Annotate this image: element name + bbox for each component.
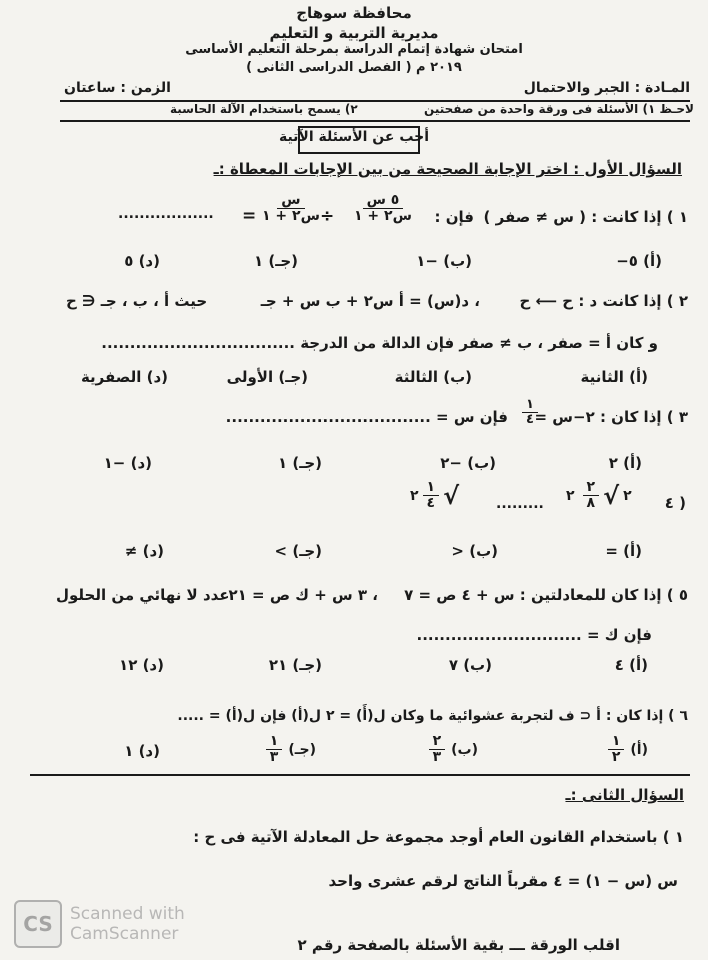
q1-p5-line2: فإن ك = ............................. [416,626,652,644]
footer-turn-page: اقلب الورقة ـــ بقية الأسئلة بالصفحة رقم ٢ [297,936,620,954]
instruction: أجب عن الأسئلة الآتية [278,129,430,145]
governorate: محافظة سوهاج [296,4,412,22]
q1-p4-option-d[interactable]: (د) ≠ [124,542,164,560]
q1-p2-option-c[interactable]: (جـ) الأولى [226,368,308,386]
q1-p1-fraction-2: $\frac{\text{س}}{\text{س٢ + ١}}$ [262,192,320,225]
note-1: لاحـظ ١) الأسئلة فى ورقة واحدة من صفحتين [424,102,694,116]
q1-p6-option-c[interactable]: (جـ) $\frac{١}{٣}$ [266,734,316,766]
q2-equation: س (س − ١) = ٤ مقرباً الناتج لرقم عشرى واحد [328,872,678,890]
q1-p4-right-expression: ٢ $\frac{١}{٤}$ √ [410,479,460,512]
q1-p2-option-b[interactable]: (ب) الثالثة [394,368,472,386]
q1-p4-option-c[interactable]: (جـ) > [274,542,322,560]
q1-p1-then: فإن : [434,208,474,226]
q1-p5-option-c[interactable]: (جـ) ٢١ [268,656,322,674]
q2-title: السؤال الثانى :ـ [565,786,684,804]
q1-p2-option-a[interactable]: (أ) الثانية [580,368,648,386]
watermark-line-1: Scanned with [70,904,185,924]
q1-p6-stem: ٦ ) إذا كان : أ ⊂ ف لتجربة عشوائية ما وكان ل(أَ) = ٢ ل(أ) فإن ل(أ) = ..... [177,708,688,724]
q1-p3-option-b[interactable]: (ب) −٢ [440,454,496,472]
camscanner-logo-icon: CS [14,900,62,948]
q1-p2-line1-a: ٢ ) إذا كانت د : ح ⟵ ح [519,292,688,310]
q1-p6-option-a[interactable]: (أ) $\frac{١}{٢}$ [608,734,648,766]
q1-p1-fraction-1: $\frac{\text{٥ س}}{\text{س٢ + ١}}$ [354,192,412,225]
q1-p1-option-a[interactable]: (أ) ٥− [616,252,662,270]
q1-p1-equals: = [242,206,257,226]
q1-p4-blank: ......... [496,496,544,512]
q1-p2-line2: و كان أ = صفر ، ب ≠ صفر فإن الدالة من الدرجة .................................. [101,334,658,352]
q1-title: السؤال الأول : اختر الإجابة الصحيحة من بين الإجابات المعطاة :ـ [213,160,682,178]
q1-p1-option-b[interactable]: (ب) −١ [416,252,472,270]
subject: المـادة : الجبر والاحتمال [523,80,690,96]
q1-p6-option-d[interactable]: (د) ١ [124,742,160,760]
term: ( الفصل الدراسى الثانى ) ٢٠١٩ م [246,60,462,75]
q1-p3-option-c[interactable]: (جـ) ١ [277,454,322,472]
q1-p2-option-d[interactable]: (د) الصفرية [80,368,168,386]
q1-p4-number: ٤ ) [664,494,686,512]
directorate: مديرية التربية و التعليم [269,24,439,42]
q1-p6-option-b[interactable]: (ب) $\frac{٢}{٣}$ [429,734,478,766]
q1-p5-option-a[interactable]: (أ) ٤ [614,656,648,674]
q1-p5-option-d[interactable]: (د) ١٢ [119,656,164,674]
q1-p5-line1-a: ٥ ) إذا كان للمعادلتين : س + ٤ ص = ٧ [404,586,688,604]
exam-title: امتحان شهادة إتمام الدراسة بمرحلة التعليم الأساسى [185,42,523,57]
q1-p3-fraction: $\frac{١}{٤}$ [522,398,538,428]
q1-p2-line1-b: ، د(س) = أ س٢ + ب س + جـ [260,292,480,310]
q1-p4-left-expression: ٢ $\frac{٢}{٨}$ √ ٢ [566,479,632,512]
note-2: ٢) يسمح باستخدام الآلة الحاسبة [170,102,358,116]
q1-p3-stem: ٣ ) إذا كان : ٢−س = [534,408,688,426]
q1-p5-option-b[interactable]: (ب) ٧ [448,656,492,674]
q1-p3-option-d[interactable]: (د) −١ [103,454,152,472]
q1-p4-option-b[interactable]: (ب) < [451,542,498,560]
watermark-line-2: CamScanner [70,924,179,944]
q1-p3-then: فإن س = .................................... [225,408,508,426]
camscanner-watermark [14,900,185,948]
q1-p5-line1-b: ، ٣ س + ك ص = ٢١ [228,586,378,604]
time: الزمن : ساعتان [64,80,171,96]
q1-p1-divide: ÷ [320,206,335,226]
q2-part1: ١ ) باستخدام القانون العام أوجد مجموعة حل المعادلة الآتية فى ح : [193,828,684,846]
q1-p3-option-a[interactable]: (أ) ٢ [608,454,642,472]
q1-p1-option-d[interactable]: (د) ٥ [124,252,160,270]
q1-p1-stem: ١ ) إذا كانت : ( س ≠ صفر ) [483,208,688,226]
q1-p2-line1-c: حيث أ ، ب ، جـ ∈ ح [66,292,208,310]
q1-p1-option-c[interactable]: (جـ) ١ [253,252,298,270]
q1-p4-option-a[interactable]: (أ) = [605,542,642,560]
q1-p1-blank: .................. [118,206,214,222]
q1-p5-line1-c: عدد لا نهائي من الحلول [56,586,230,604]
